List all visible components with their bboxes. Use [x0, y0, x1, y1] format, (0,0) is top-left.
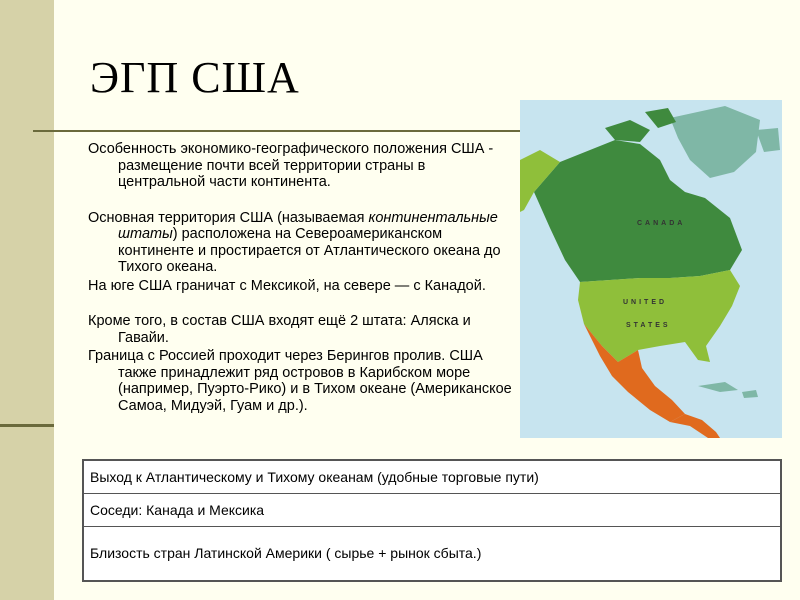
facts-cell-2: Соседи: Канада и Мексика: [83, 493, 781, 526]
paragraph-2-term: континентальные штаты: [118, 209, 498, 242]
facts-cell-1: Выход к Атлантическому и Тихому океанам (удобные торговые пути): [83, 460, 781, 493]
facts-row: [83, 526, 781, 581]
facts-table: [82, 459, 782, 582]
map-label-states: STATES: [626, 322, 671, 329]
paragraph-2: [88, 210, 512, 276]
title-rule: [33, 130, 520, 132]
map-label-united: UNITED: [623, 299, 668, 306]
paragraph-2-start: Основная территория США (называемая: [88, 209, 369, 226]
sidebar-strip: [0, 0, 54, 600]
paragraph-5: Граница с Россией проходит через Берингов пролив. США также принадлежит ряд островов в Карибском море (например, Пуэрто-Рико) и в Тихом океане (Американское Самоа, Мидуэй, Гуам и др.).: [88, 348, 512, 414]
slide-title: ЭГП США: [90, 53, 300, 102]
map-svg: [520, 100, 782, 438]
paragraph-3: На юге США граничат с Мексикой, на севере — с Канадой.: [88, 277, 486, 294]
facts-cell-3: Близость стран Латинской Америки ( сырье + рынок сбыта.): [83, 526, 781, 581]
paragraph-4: Кроме того, в состав США входят ещё 2 штата: Аляска и Гавайи.: [88, 313, 471, 346]
map-label-canada: CANADA: [637, 220, 686, 227]
north-america-map: [520, 100, 782, 438]
body-text: [88, 141, 512, 414]
facts-row: [83, 493, 781, 526]
facts-row: [83, 460, 781, 493]
paragraph-1: Особенность экономико-географического положения США - размещение почти всей территории страны в центральной части континента.: [88, 141, 494, 190]
paragraph-2-end: ) расположена на Североамериканском континенте и простирается от Атлантического океана до Тихого океана.: [118, 226, 501, 275]
sidebar-divider: [0, 424, 54, 427]
